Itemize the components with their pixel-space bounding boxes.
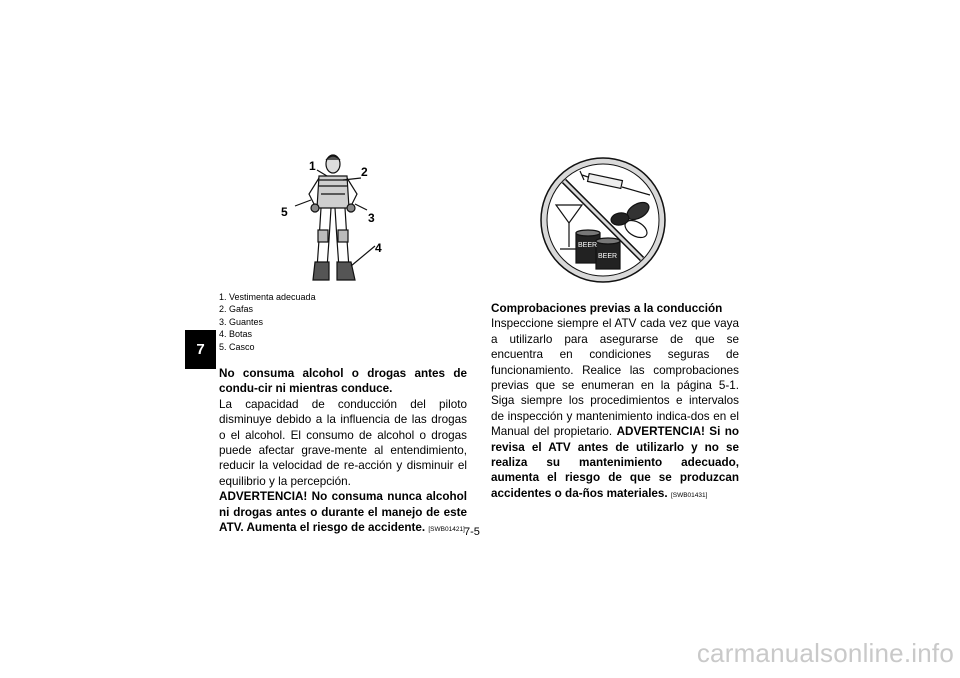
rider-protective-gear-illustration xyxy=(275,150,395,290)
warning-text: ADVERTENCIA! Si no revisa el ATV antes de utilizarlo y no se realiza su mantenimiento adecuado, aumenta el riesgo de que se produzcan accidentes o da-ños materiales. xyxy=(491,425,740,500)
warning-code: [SWB01431] xyxy=(670,491,708,499)
callout-5: 5 xyxy=(281,205,288,219)
beer-can-label: BEER xyxy=(578,242,598,249)
chapter-tab: 7 xyxy=(185,330,216,369)
alcohol-drugs-section xyxy=(219,366,467,537)
section-heading: No consuma alcohol o drogas antes de condu-cir ni mientras conduce. xyxy=(219,367,467,396)
section-body-text: Inspeccione siempre el ATV cada vez que vaya a utilizarlo para asegurarse de que se encuentra en condiciones seguras de funcionamiento. Realice las comprobaciones previas que se enumeran en la página 5-1. Siga siempre los procedimientos e intervalos de inspección y mantenimiento indica-dos en el Manual del propietario. xyxy=(491,317,739,439)
section-body: La capacidad de conducción del piloto disminuye debido a la influencia de las drogas o el alcohol. El consumo de alcohol o drogas puede afectar grave-mente al entendimiento, reducir la velocidad de re-acción y disminuir el equilibrio y la percepción. xyxy=(219,397,467,488)
legend-item: 1. Vestimenta adecuada xyxy=(219,292,316,302)
section-heading: Comprobaciones previas a la conducción xyxy=(491,302,723,315)
pre-ride-checks-section xyxy=(491,301,739,503)
section-body xyxy=(491,316,739,503)
warning-paragraph xyxy=(219,489,467,537)
callout-4: 4 xyxy=(375,241,382,255)
warning-code: [SWB01421] xyxy=(428,526,465,534)
legend-item: 4. Botas xyxy=(219,329,253,340)
no-alcohol-drugs-illustration xyxy=(538,155,668,285)
legend-item: 2. Gafas xyxy=(219,304,254,315)
beer-can-label: BEER xyxy=(598,253,618,260)
callout-3: 3 xyxy=(368,211,375,225)
warning-text: ADVERTENCIA! No consuma nunca alcohol ni drogas antes o durante el manejo de este ATV. Aumenta el riesgo de accidente. xyxy=(219,490,467,535)
page-number: 7-5 xyxy=(464,526,480,538)
callout-1: 1 xyxy=(309,159,316,173)
watermark: carmanualsonline.info xyxy=(696,638,954,668)
legend-item: 5. Casco xyxy=(219,341,255,352)
legend-item: 3. Guantes xyxy=(219,316,264,327)
callout-2: 2 xyxy=(361,165,368,179)
figure-legend xyxy=(219,291,316,353)
